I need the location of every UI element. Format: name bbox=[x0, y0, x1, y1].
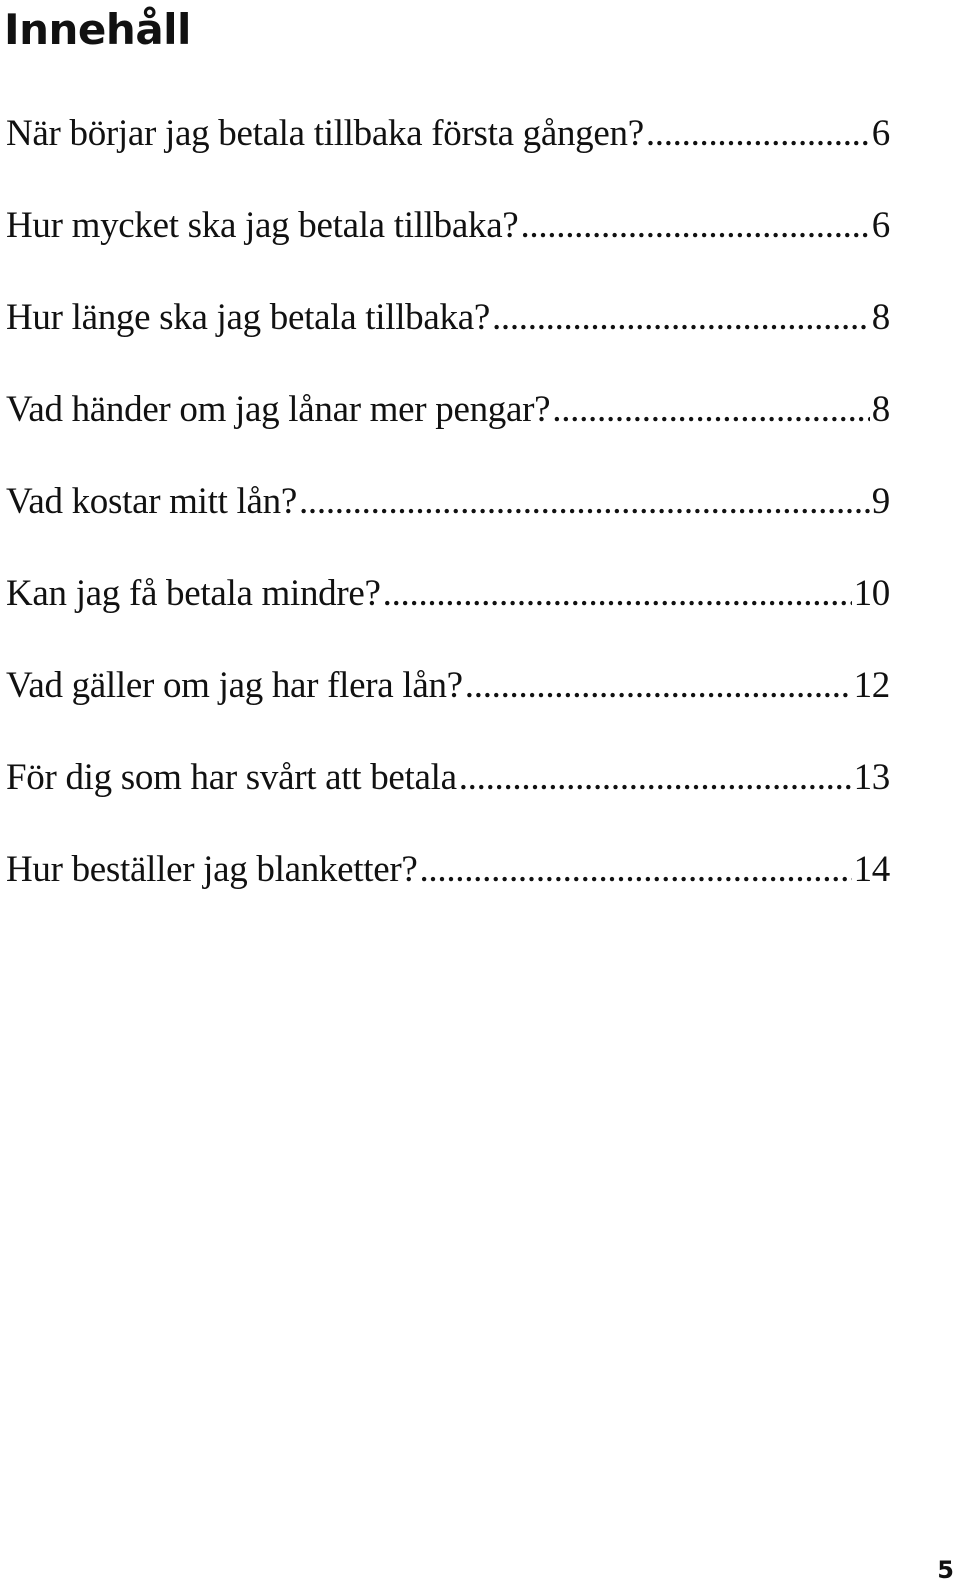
toc-entry-title: Vad gäller om jag har flera lån? bbox=[6, 665, 463, 706]
toc-entry[interactable] bbox=[6, 754, 890, 846]
toc-entry[interactable] bbox=[6, 386, 890, 478]
page-title: Innehåll bbox=[4, 5, 191, 54]
toc-dot-leader bbox=[419, 846, 851, 894]
toc-dot-leader bbox=[492, 294, 870, 342]
toc-dot-leader bbox=[299, 478, 870, 526]
toc-entry-page: 6 bbox=[871, 205, 890, 246]
toc-dot-leader bbox=[465, 662, 852, 710]
page-number: 5 bbox=[937, 1556, 954, 1584]
toc-entry-title: Vad händer om jag lånar mer pengar? bbox=[6, 389, 551, 430]
toc-entry-page: 13 bbox=[853, 757, 890, 798]
toc-entry[interactable] bbox=[6, 846, 890, 938]
toc-entry-title: Vad kostar mitt lån? bbox=[6, 481, 297, 522]
toc-dot-leader bbox=[520, 202, 869, 250]
toc-entry-page: 14 bbox=[853, 849, 890, 890]
toc-dot-leader bbox=[552, 386, 870, 434]
toc-entry-title: När börjar jag betala tillbaka första gången? bbox=[6, 113, 644, 154]
toc-entry-page: 12 bbox=[853, 665, 890, 706]
toc-dot-leader bbox=[646, 110, 870, 158]
toc-entry-title: Hur mycket ska jag betala tillbaka? bbox=[6, 205, 519, 246]
toc-entry[interactable] bbox=[6, 110, 890, 202]
toc-entry-title: För dig som har svårt att betala bbox=[6, 757, 457, 798]
toc-entry[interactable] bbox=[6, 202, 890, 294]
toc-entry[interactable] bbox=[6, 662, 890, 754]
toc-entry-page: 8 bbox=[871, 297, 890, 338]
toc-entry-page: 8 bbox=[871, 389, 890, 430]
toc-entry[interactable] bbox=[6, 478, 890, 570]
toc-dot-leader bbox=[383, 570, 852, 618]
toc-entry-title: Hur beställer jag blanketter? bbox=[6, 849, 418, 890]
toc-entry-page: 6 bbox=[871, 113, 890, 154]
toc-dot-leader bbox=[459, 754, 852, 802]
toc-entry[interactable] bbox=[6, 294, 890, 386]
toc-entry[interactable] bbox=[6, 570, 890, 662]
toc-entry-page: 10 bbox=[853, 573, 890, 614]
toc-entry-title: Kan jag få betala mindre? bbox=[6, 573, 381, 614]
toc-entry-page: 9 bbox=[871, 481, 890, 522]
toc-entry-title: Hur länge ska jag betala tillbaka? bbox=[6, 297, 490, 338]
table-of-contents bbox=[6, 110, 890, 938]
